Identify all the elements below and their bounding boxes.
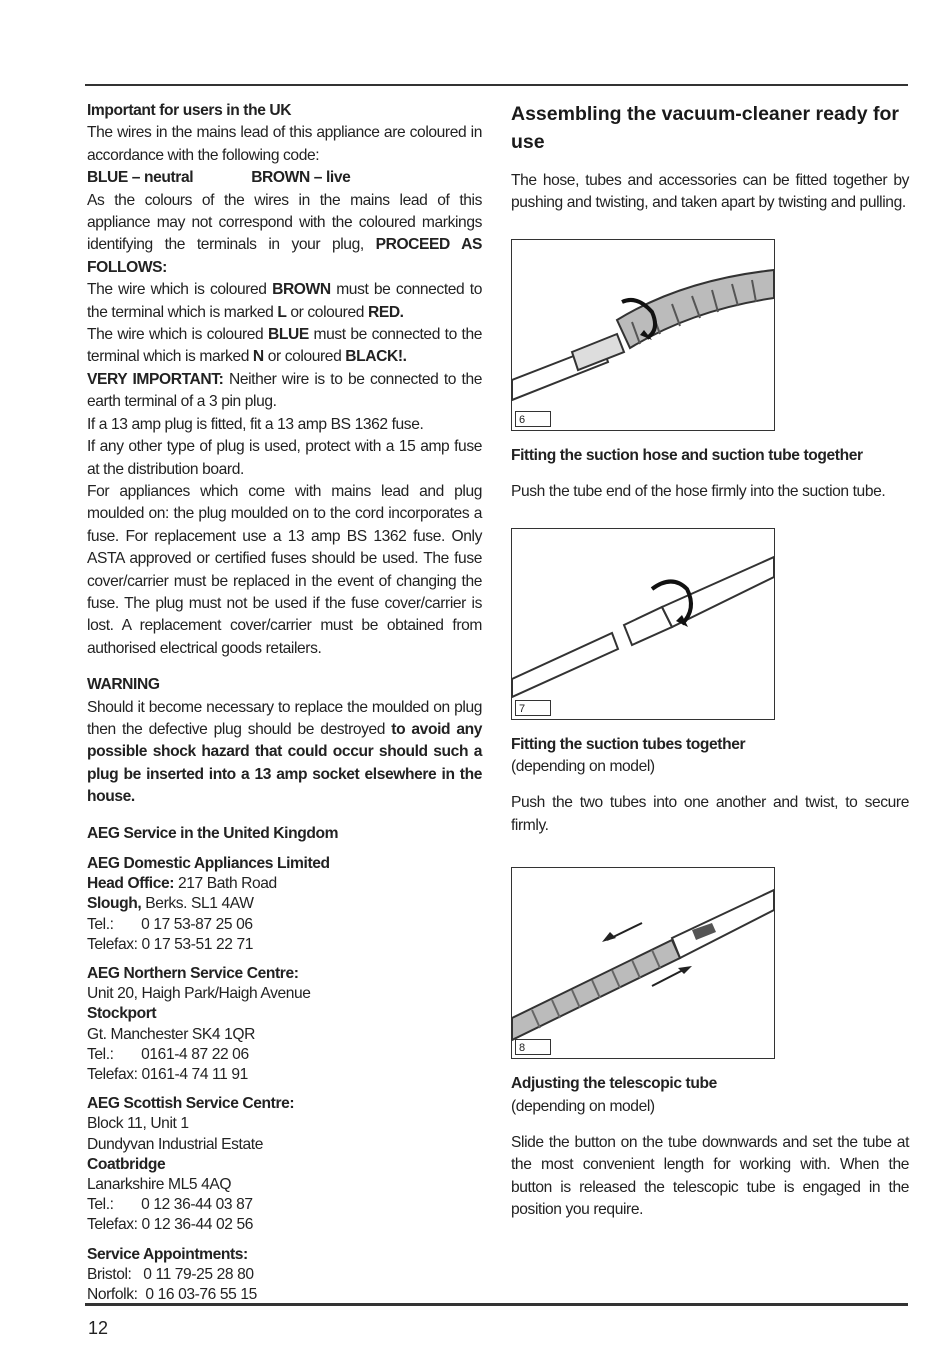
top-rule xyxy=(85,84,908,86)
warning-text: Should it become necessary to replace the moulded on plug then the defective plug should be destroyed to avoid any possible shock hazard that could occur should such a plug be inserted into a 13 amp socket elsewhere in the house. xyxy=(87,698,482,806)
blue-neutral: BLUE – neutral xyxy=(87,169,194,187)
figure-8-telescopic-illustration xyxy=(511,867,775,1059)
figure-8-number: 8 xyxy=(515,1039,551,1055)
scottish-post: Lanarkshire ML5 4AQ xyxy=(87,1176,232,1194)
scottish-block: Block 11, Unit 1 xyxy=(87,1115,189,1133)
figure-7-tubes-illustration xyxy=(511,528,775,720)
bristol-phone: Bristol: 0 11 79-25 28 80 xyxy=(87,1265,254,1283)
bottom-rule xyxy=(85,1303,908,1306)
warning-title: WARNING xyxy=(87,676,160,694)
brown-live: BROWN – live xyxy=(251,169,351,187)
figure-8-subtitle: (depending on model) xyxy=(511,1097,655,1115)
right-column xyxy=(511,100,909,1222)
fuse-13-amp: If a 13 amp plug is fitted, fit a 13 amp BS 1362 fuse. xyxy=(87,415,424,433)
northern-fax: Telefax: 0161-4 74 11 91 xyxy=(87,1066,248,1084)
telescopic-tube-drawing xyxy=(512,868,774,1058)
scottish-tel: Tel.: 0 12 36-44 03 87 xyxy=(87,1196,253,1214)
figure-8-text: Slide the button on the tube downwards and set the tube at the most convenient length for working with. When the button is released the telescopic tube is engaged in the position you require. xyxy=(511,1134,909,1219)
head-office: Head Office: 217 Bath Road xyxy=(87,875,277,893)
norfolk-phone: Norfolk: 0 16 03-76 55 15 xyxy=(87,1286,257,1304)
brown-wire-instruction: The wire which is coloured BROWN must be connected to the terminal which is marked L or coloured RED. xyxy=(87,281,482,321)
moulded-plug-paragraph: For appliances which come with mains lead and plug moulded on: the plug moulded on to the cord incorporates a fuse. For replacement use a 13 amp BS 1362 fuse. Only ASTA approved or certified fuses should be used. The fuse cover/carrier must be replaced in the event of changing the fuse. The plug must not be used if the fuse cover/carrier is lost. A replacement cover/carrier must be obtained from authorised electrical goods retailers. xyxy=(87,482,482,657)
wire-colour-code xyxy=(87,167,482,189)
domestic-appliances-address xyxy=(87,854,482,955)
service-appointments xyxy=(87,1245,482,1306)
very-important-note: VERY IMPORTANT: Neither wire is to be connected to the earth terminal of a 3 pin plug. xyxy=(87,370,482,411)
blue-wire-instruction: The wire which is coloured BLUE must be connected to the terminal which is marked N or coloured BLACK!. xyxy=(87,326,482,366)
scottish-service-address xyxy=(87,1094,482,1235)
domestic-tel: Tel.: 0 17 53-87 25 06 xyxy=(87,915,253,933)
fuse-15-amp: If any other type of plug is used, protect with a 15 amp fuse at the distribution board. xyxy=(87,438,482,478)
figure-6-caption: Fitting the suction hose and suction tube together xyxy=(511,446,863,464)
scottish-fax: Telefax: 0 12 36-44 02 56 xyxy=(87,1216,253,1234)
scottish-estate: Dundyvan Industrial Estate xyxy=(87,1135,263,1153)
figure-7-caption: Fitting the suction tubes together xyxy=(511,735,746,753)
northern-city: Gt. Manchester SK4 1QR xyxy=(87,1025,256,1043)
figure-6-hose-illustration xyxy=(511,239,775,431)
proceed-as-follows: PROCEED AS FOLLOWS: xyxy=(87,236,482,276)
coatbridge: Coatbridge xyxy=(87,1155,166,1173)
section-heading: Assembling the vacuum-cleaner ready for use xyxy=(511,103,899,153)
left-column xyxy=(87,100,482,1305)
northern-title: AEG Northern Service Centre: xyxy=(87,965,299,983)
tubes-drawing xyxy=(512,529,774,719)
northern-service-address xyxy=(87,964,482,1085)
uk-title: Important for users in the UK xyxy=(87,102,292,119)
hose-tube-drawing xyxy=(512,240,774,430)
uk-intro: The wires in the mains lead of this appliance are coloured in accordance with the following code: xyxy=(87,124,482,164)
figure-6-number: 6 xyxy=(515,411,551,427)
figure-7-number: 7 xyxy=(515,700,551,716)
northern-addr: Unit 20, Haigh Park/Haigh Avenue xyxy=(87,985,311,1003)
service-title: AEG Service in the United Kingdom xyxy=(87,824,339,842)
figure-7-text: Push the two tubes into one another and twist, to secure firmly. xyxy=(511,794,909,834)
intro-paragraph: The hose, tubes and accessories can be fitted together by pushing and twisting, and taken apart by twisting and pulling. xyxy=(511,172,909,212)
colours-paragraph: As the colours of the wires in the mains lead of this appliance may not correspond with the coloured markings identifying the terminals in your plug, PROCEED AS FOLLOWS: xyxy=(87,191,482,276)
scottish-title: AEG Scottish Service Centre: xyxy=(87,1095,295,1113)
page-number: 12 xyxy=(88,1318,109,1338)
figure-6-text: Push the tube end of the hose firmly into the suction tube. xyxy=(511,483,886,501)
figure-8-caption: Adjusting the telescopic tube xyxy=(511,1075,717,1093)
stockport: Stockport xyxy=(87,1005,157,1023)
northern-tel: Tel.: 0161-4 87 22 06 xyxy=(87,1045,249,1063)
figure-7-subtitle: (depending on model) xyxy=(511,758,655,776)
appointments-title: Service Appointments: xyxy=(87,1245,248,1263)
slough: Slough, Berks. SL1 4AW xyxy=(87,895,254,913)
domestic-fax: Telefax: 0 17 53-51 22 71 xyxy=(87,935,253,953)
domestic-name: AEG Domestic Appliances Limited xyxy=(87,855,330,872)
